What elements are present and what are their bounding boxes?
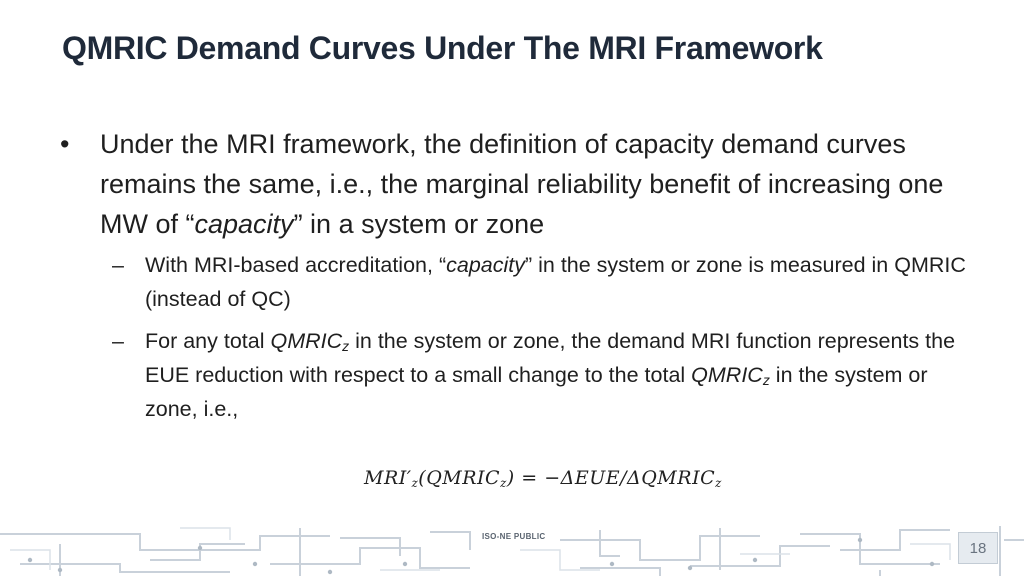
sub-bullet-text: With MRI-based accreditation, “ [145, 253, 447, 277]
dash-marker: – [112, 253, 124, 277]
sub-bullet-text-middle: in the system or zone, the demand MRI function represents the EUE reduction with respect to a small change to the total [145, 329, 956, 387]
bullet-emphasis: capacity [194, 209, 294, 239]
subscript-z: z [342, 338, 350, 354]
slide-title: QMRIC Demand Curves Under The MRI Framework [62, 30, 823, 66]
equation-lhs: MRI′ [364, 467, 412, 489]
bullet-item [60, 124, 980, 244]
dash-marker: – [112, 329, 124, 353]
equation-subscript: z [411, 476, 419, 490]
equation-subscript: z [715, 476, 722, 490]
equation-arg-close: ) [506, 467, 515, 489]
sub-bullet-demand-mri [60, 324, 980, 426]
equation-rhs: = −ΔEUE/ΔQMRIC [514, 467, 716, 489]
sub-bullet-accreditation [60, 248, 980, 316]
page-number: 18 [958, 532, 998, 564]
sub-bullet-text-end: ” in the system or zone is measured in QMRIC (instead of QC) [145, 253, 966, 311]
classification-label: ISO-NE PUBLIC [482, 532, 546, 541]
equation-subscript: z [500, 476, 507, 490]
equation-arg: (QMRIC [418, 467, 501, 489]
bullet-text-end: ” in a system or zone [293, 209, 545, 239]
circuit-pattern-decoration [0, 520, 1024, 576]
bullet-marker: • [60, 129, 70, 159]
qmric-variable: QMRIC [270, 329, 343, 353]
sub-bullet-text: For any total [145, 329, 271, 353]
sub-bullet-text-end: in the system or zone, i.e., [145, 363, 928, 421]
mri-equation [364, 467, 722, 489]
qmric-variable: QMRIC [691, 363, 763, 387]
subscript-z: z [762, 372, 770, 388]
sub-bullet-emphasis: capacity [446, 253, 525, 277]
slide-body [60, 124, 980, 426]
bullet-text: Under the MRI framework, the definition of capacity demand curves remains the same, i.e., the marginal reliability benefit of increasing one MW of “ [100, 129, 944, 239]
